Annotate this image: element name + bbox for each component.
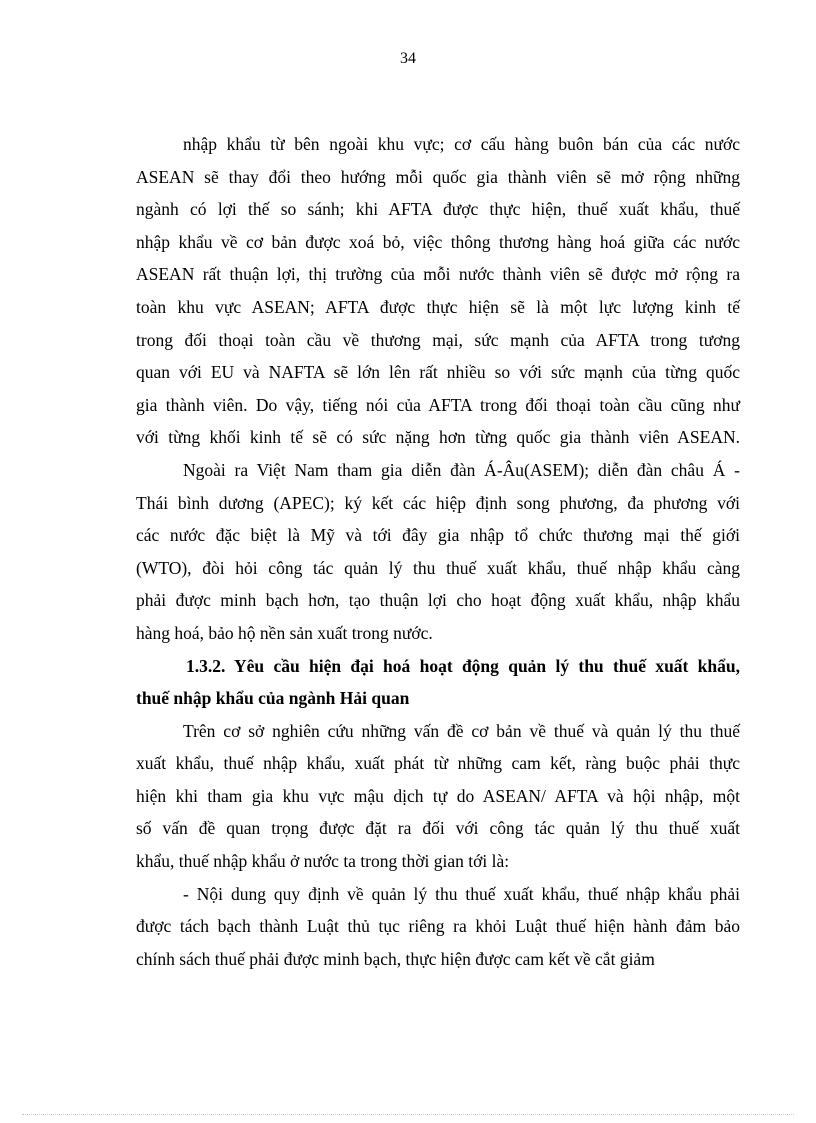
text-line: ASEAN rất thuận lợi, thị trường của mỗi nước thành viên sẽ được mở rộng ra [136, 264, 740, 285]
section-heading: 1.3.2. Yêu cầu hiện đại hoá hoạt động quản lý thu thuế xuất khẩu, [186, 655, 740, 676]
document-body [136, 128, 740, 975]
text-line: - Nội dung quy định về quản lý thu thuế xuất khẩu, thuế nhập khẩu phải [183, 883, 740, 904]
text-line: trong đối thoại toàn cầu về thương mại, sức mạnh của AFTA trong tương [136, 329, 740, 350]
text-line: chính sách thuế phải được minh bạch, thực hiện được cam kết về cắt giảm [136, 948, 655, 969]
text-line: gia thành viên. Do vậy, tiếng nói của AFTA trong đối thoại toàn cầu cũng như [136, 394, 740, 415]
text-line: xuất khẩu, thuế nhập khẩu, xuất phát từ những cam kết, ràng buộc phải thực [136, 753, 740, 774]
text-line: các nước đặc biệt là Mỹ và tới đây gia nhập tổ chức thương mại thế giới [136, 525, 740, 546]
page-bottom-divider [22, 1114, 794, 1115]
text-line: ngành có lợi thế so sánh; khi AFTA được thực hiện, thuế xuất khẩu, thuế [136, 199, 740, 220]
text-line: Trên cơ sở nghiên cứu những vấn đề cơ bản về thuế và quản lý thu thuế [183, 720, 740, 741]
text-line: ASEAN sẽ thay đổi theo hướng mỗi quốc gia thành viên sẽ mở rộng những [136, 166, 740, 187]
text-line: được tách bạch thành Luật thủ tục riêng ra khỏi Luật thuế hiện hành đảm bảo [136, 916, 740, 937]
text-line: phải được minh bạch hơn, tạo thuận lợi cho hoạt động xuất khẩu, nhập khẩu [136, 590, 740, 611]
text-line: (WTO), đòi hỏi công tác quản lý thu thuế xuất khẩu, thuế nhập khẩu càng [136, 557, 740, 578]
text-line: khẩu, thuế nhập khẩu ở nước ta trong thời gian tới là: [136, 851, 510, 872]
text-line: số vấn đề quan trọng được đặt ra đối với công tác quản lý thu thuế xuất [136, 818, 740, 839]
text-line: Thái bình dương (APEC); ký kết các hiệp định song phương, đa phương với [136, 492, 740, 513]
text-line: hàng hoá, bảo hộ nền sản xuất trong nước. [136, 622, 433, 643]
text-line: quan với EU và NAFTA sẽ lớn lên rất nhiều so với sức mạnh của từng quốc [136, 362, 740, 383]
text-line: hiện khi tham gia khu vực mậu dịch tự do ASEAN/ AFTA và hội nhập, một [136, 785, 740, 806]
text-line: nhập khẩu về cơ bản được xoá bỏ, việc thông thương hàng hoá giữa các nước [136, 231, 740, 252]
page-number: 34 [400, 50, 416, 67]
text-line: nhập khẩu từ bên ngoài khu vực; cơ cấu hàng buôn bán của các nước [183, 134, 740, 154]
section-heading: thuế nhập khẩu của ngành Hải quan [136, 688, 410, 709]
text-line: toàn khu vực ASEAN; AFTA được thực hiện sẽ là một lực lượng kinh tế [136, 296, 740, 317]
text-line: với từng khối kinh tế sẽ có sức nặng hơn từng quốc gia thành viên ASEAN. [136, 427, 740, 448]
text-line: Ngoài ra Việt Nam tham gia diễn đàn Á-Âu(ASEM); diễn đàn châu Á - [183, 459, 740, 480]
